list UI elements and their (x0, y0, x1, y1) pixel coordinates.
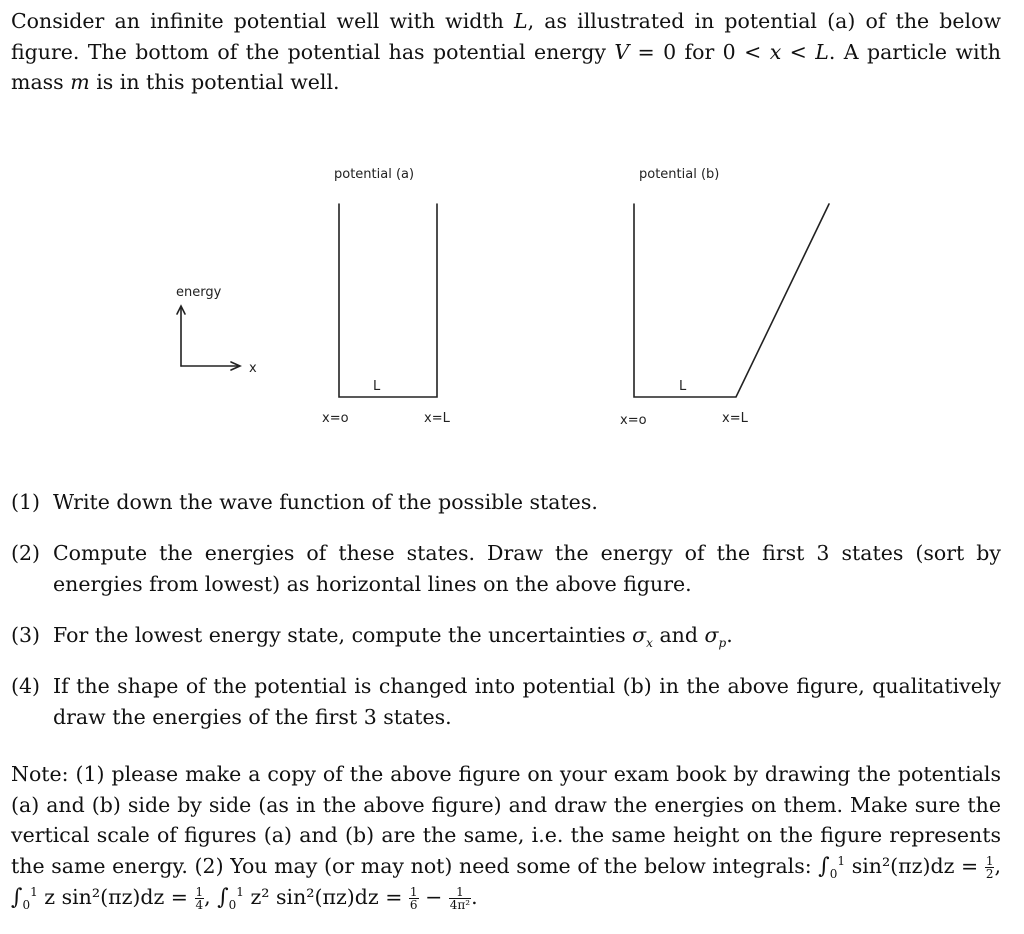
intro-text-3: = 0 for 0 < (629, 39, 770, 64)
energy-label: energy (176, 285, 222, 300)
integral-2: $\int_0^1$ z sin²(πz)dz = $\frac{1}{4}$ (11, 885, 204, 913)
question-text-part: . (726, 623, 733, 647)
note-paragraph: Note: (1) please make a copy of the above figure on your exam book by drawing the potentials (a) and (b) side by side (as in the above figure) and draw the energies on them. Make sure the vertical scale of figures (a) and (b) are the same, i.e. the same height on the figure represents the same energy. (2) You may (or may not) need some of the below integrals: $\int_0^1$ sin²(πz)dz = $\frac{1}{2}$ , $\int_0^1$ z sin²(πz)dz = $\frac{1}{4}$ , $\int_0^1$ z² sin²(πz)dz = $\frac{1}{6}$ − $\frac{1}{\text{4π²}}$ . (11, 762, 1001, 913)
potential-b-left-label: x=o (620, 413, 647, 428)
potential-figure (0, 150, 1024, 440)
intro-text-5: . A particle with mass (11, 39, 1001, 94)
potential-a-right-label: x=L (424, 411, 450, 426)
question-2 (11, 538, 1001, 599)
var-L: L (815, 39, 829, 64)
question-4 (11, 671, 1001, 732)
potential-a-well (339, 204, 437, 397)
note-text: Note: (1) please make a copy of the above figure on your exam book by drawing the potentials (a) and (b) side by side (as in the above figure) and draw the energies on them. Make sure the vertical scale of figures (a) and (b) are the same, i.e. the same height on the figure represents the same energy. (2) You may (or may not) need some of the below integrals: (11, 762, 1001, 878)
question-text-part: For the lowest energy state, compute the uncertainties (53, 623, 633, 647)
question-number: (1) (11, 490, 41, 514)
integral-1: $\int_0^1$ sin²(πz)dz = $\frac{1}{2}$ (818, 853, 994, 881)
question-3 (11, 620, 1001, 651)
question-text (53, 620, 1001, 651)
potential-a-left-label: x=o (322, 411, 349, 426)
potential-b-width-label: L (679, 379, 687, 394)
potential-a-width-label: L (373, 379, 381, 394)
question-1 (11, 487, 1001, 518)
var-m: m (70, 70, 90, 94)
question-number: (3) (11, 623, 41, 647)
intro-paragraph (11, 6, 1001, 98)
potential-a-title: potential (a) (334, 167, 415, 182)
question-text-part: and (652, 623, 705, 647)
intro-text-2: , as illustrated in potential (a) of the below figure. The bottom of the potential has potential energy (11, 9, 1001, 64)
potential-b-title: potential (b) (639, 167, 720, 182)
intro-text-1: Consider an infinite potential well with width (11, 9, 514, 33)
intro-text-4: < (781, 39, 816, 64)
integral-3: $\int_0^1$ z² sin²(πz)dz = $\frac{1}{6}$ − $\frac{1}{\text{4π²}}$ . (217, 885, 478, 913)
x-axis-label: x (249, 361, 257, 376)
question-text: If the shape of the potential is changed into potential (b) in the above figure, qualitatively draw the energies of the first 3 states. (53, 674, 1001, 729)
var-L: L (514, 9, 528, 33)
sigma-p: $\sigma_p$ (704, 623, 727, 651)
var-V: V (614, 39, 630, 64)
question-text: Write down the wave function of the possible states. (53, 490, 598, 514)
intro-text-6: is in this potential well. (89, 70, 340, 94)
var-x: x (769, 39, 782, 64)
question-text: Compute the energies of these states. Draw the energy of the first 3 states (sort by energies from lowest) as horizontal lines on the above figure. (53, 541, 1001, 596)
question-number: (2) (11, 541, 41, 565)
question-number: (4) (11, 674, 41, 698)
sigma-x: $\sigma_x$ (632, 623, 653, 651)
potential-b-well (634, 204, 829, 397)
potential-b-right-label: x=L (722, 411, 748, 426)
